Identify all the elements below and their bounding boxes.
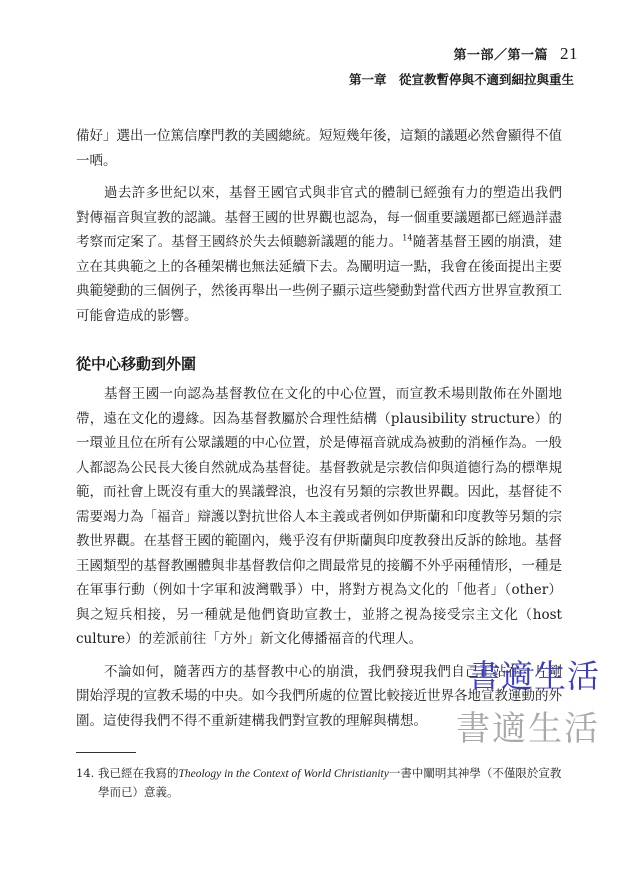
watermark-blue: 書適生活: [468, 657, 601, 695]
paragraph-2-rest: 隨著基督王國的崩潰，建立在其典範之上的各種架構也無法延續下去。為闡明這一點，我會在後面提出主要典範變動的三個例子，然後再舉出一些例子顯示這些變動對當代西方世界宣教預工可能會造成的影響。: [76, 234, 563, 324]
footnote-14: [76, 764, 562, 801]
footnote-book-title: Theology in the Context of World Christianity: [178, 768, 389, 780]
running-header-chapter: 第一章 從宣教暫停與不適到細拉與重生: [348, 72, 574, 87]
footnote-ref-14[interactable]: 14: [402, 233, 413, 243]
footnote-post: 一書中闡明其神學（不僅限於宣教學而已）意義。: [98, 766, 562, 799]
paragraph-1: 備好」選出一位篤信摩門教的美國總統。短短幾年後，這類的議題必然會顯得不值一哂。: [76, 128, 562, 169]
watermark-gray: 書適生活: [456, 709, 600, 749]
paragraph-3: 基督王國一向認為基督教位在文化的中心位置，而宣教禾場則散佈在外圍地帶，遠在文化的邊緣。因為基督教屬於合理性結構（plausibility structure）的一環並且位在所有公眾議題的中心位置，於是傳福音就成為被動的消極作為。一般人都認為公民長大後自然就成為基督徒。基督教就是宗教信仰與道德行為的標準規範，而社會上既沒有重大的異議聲浪，也沒有另類的宗教世界觀。因此，基督徒不需要竭力為「福音」辯護以對抗世俗人本主義或者例如伊斯蘭和印度教等另類的宗教世界觀。在基督王國的範圍內，幾乎沒有伊斯蘭與印度教發出反訴的餘地。基督王國類型的基督教團體與非基督教信仰之間最常見的接觸不外乎兩種情形，一種是在軍事行動（例如十字軍和波灣戰爭）中，將對方視為文化的「他者」（other）與之短兵相接，另一種就是他們資助宣教士，並將之視為接受宗主文化（host culture）的差派前往「方外」新文化傳播福音的代理人。: [76, 386, 562, 647]
paragraph-2-text: 過去許多世紀以來，基督王國官式與非官式的體制已經強有力的塑造出我們對傳福音與宣教的認識。基督王國的世界觀也認為，每一個重要議題都已經過詳盡考察而定案了。基督王國終於失去傾聽新議題的能力。: [76, 185, 562, 250]
paragraph-2: [76, 181, 562, 328]
body-text: [76, 124, 562, 733]
footnote-divider: [76, 752, 136, 753]
footnote-number: 14.: [76, 766, 95, 780]
part-label: 第一部／第一篇: [453, 48, 548, 63]
running-header-part: [453, 44, 578, 64]
paragraph-4: 不論如何，隨著西方的基督教中心的崩潰，我們發現我們自己正站在一片剛開始浮現的宣教禾場的中央。如今我們所處的位置比較接近世界各地宣教運動的外圍。這使得我們不得不重新建構我們對宣教的理解與構想。: [76, 663, 562, 729]
section-heading: 從中心移動到外圍: [76, 355, 197, 373]
page-number: 21: [560, 44, 578, 63]
footnote-pre: 我已經在我寫的: [97, 766, 179, 780]
